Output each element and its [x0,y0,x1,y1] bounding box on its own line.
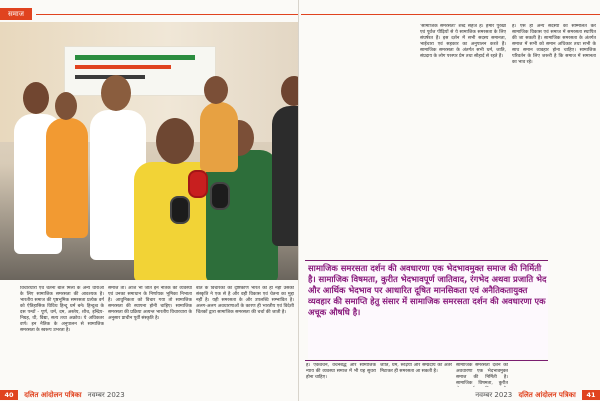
quote-rule-top [305,260,548,261]
news-photo [0,22,299,280]
microphone-icon [188,170,208,198]
banner-line [75,65,171,69]
article-column: विचारधारा एवं चेतना बाल मिला के अन्य धाराओं के लिए सामाजिक समरसता की आवश्यक है। भारतीय समाज की पृष्ठभूमिक समरसता प्रत्येक वर्ग को ऐतिहासिक विविध हिन्दू धर्म बने। हिन्दुत्व के दस पन्थों - पूर्ण, धर्म, दम, अस्तेय, शौच, इन्द्रिय-निग्रह, धी, विद्या, सत्य तथा अक्रोध। ये अधिकतर वर्ण। इन नैतिक के अनुपालन से सामाजिक समरसता के स्वरूप उभरता है। [20,286,104,333]
issue-date: नवम्बर 2023 [475,391,513,399]
section-rule [301,14,600,15]
article-column: बातें के विचारकों का दृष्टिकोण भारत को ही नहीं उसकी संस्कृति ने एक से है और वही विकास एवं चेतना का मुद्दा नहीं है। यही समरसता के और उपलब्धि सम्भावित है। अलग-अलग अवधारणाओं के कारण ही भारतीय एवं विदेशी चिंतकों द्वारा सामाजिक समरसता की चर्चा की जाती है। [196,286,294,315]
person-orange-head [55,92,77,120]
page-number: 40 [0,390,18,400]
person-left-head [23,82,49,114]
section-tag: समाज [0,8,32,20]
pull-quote: सामाजिक समरसता दर्शन की अवधारणा एक भेदभावमुक्त समाज की निर्मिती है। सामाजिक विषमता, कुरीत भेदभावपूर्ण जातिवाद, रंगभेद अथवा प्रजाति भेद और आर्थिक भेदभाव पर आधारित दूषित मानसिकता एवं अनैतिकतायुक्त व्यवहार की समाप्ति हेतु संसार में सामाजिक समरसता दर्शन की अवधारणा एक अचूक औषधि है। [308,263,548,359]
article-column: समाज तो। आज भी जीत इन नैतिक को व्यवस्था एवं उनका समाधान के निर्णायक भूमिका निभाता है। आधुनिकता को विचार गया तो सामाजिक समरसता की स्थापना होनी चाहिए। सामाजिक समरसता की प्रक्रिया अत्यन्त भारतीय विचारधारा के अनुसार प्राचीन पूर्वी संस्कृति है। [108,286,192,321]
speaker-head [156,118,194,164]
page-number: 41 [582,390,600,400]
microphone-icon [210,182,230,210]
person-orange-body [46,118,88,238]
left-page [0,0,299,401]
article-column: है। एकवचन, वचनबद्ध और सामाजिक न्याय की व्यवस्था समाज में भी यह सुधरा होना चाहिए। [306,363,376,380]
person-white-head [101,75,131,111]
quote-rule-bottom [305,360,548,361]
issue-date: नवम्बर 2023 [87,391,125,399]
right-page-footer [302,389,600,401]
article-column: जाति, धर्म, रूढ़ियाँ और सम्प्रदाय का अंतर मिटाकर ही समरसता आ सकती है। [380,363,452,374]
article-column: है। ऐसे ही अन्य सदस्यों को सम्मिलित कर सामाजिक विकास एवं समाज में समरसता स्थापित की जा सकती है। सामाजिक समरसता के अंतर्गत समाज में सभी को समान अधिकार तथा सभी के साथ समान व्यवहार होना चाहिए। सामाजिक परिवर्तन के लिए जरूरी है कि समाज में समानता का भाव रहे। [512,24,596,65]
section-rule [36,14,298,15]
left-page-footer [0,389,298,401]
microphone-icon [170,196,190,224]
background-banner [64,46,216,96]
publication-name: दलित आंदोलन पत्रिका [24,391,82,399]
article-column: 'सामाजिक समरसता' शब्द सहज है। हमारे पुरखा एवं पूर्वज पीढ़ियों से ये सामाजिक समरसता के लिए संघर्षरत हैं। इस दर्शन में सभी सदस्य समानता, भाईचारा एवं सहकार का अनुपालन करते हैं। सामाजिक समरसता के अंतर्गत सभी धर्म, जाति, संप्रदाय के लोग परस्पर प्रेम तथा सौहार्द से रहते हैं। [420,24,506,59]
person-right-body [272,106,299,246]
banner-line [75,55,195,60]
article-column: सामाजिक समरसता दर्शन की अवधारणा एक भेदभावमुक्त समाज की निर्मिती है। सामाजिक विषमता, कुरीत [456,363,508,386]
publication-name: दलित आंदोलन पत्रिका [518,391,576,399]
person-back-body [200,102,238,172]
person-back-head [204,76,228,104]
